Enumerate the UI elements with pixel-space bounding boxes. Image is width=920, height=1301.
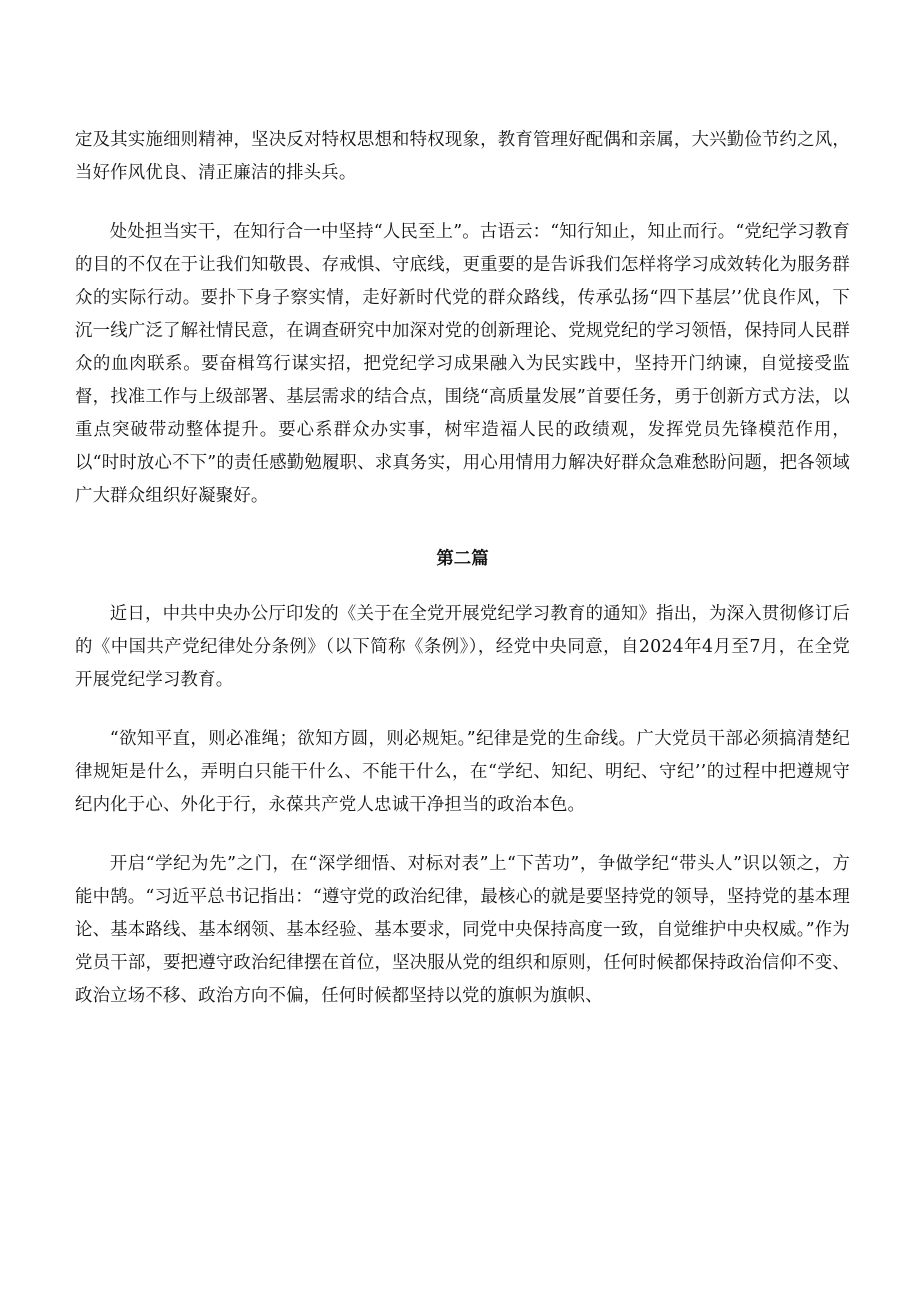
paragraph-5: 开启“学纪为先”之门，在“深学细悟、对标对表”上“下苦功”，争做学纪“带头人”识以领之，方能中鹄。“习近平总书记指出：“遵守党的政治纪律，最核心的就是要坚持党的领导，坚持党的基本理论、基本路线、基本纲领、基本经验、基本要求，同党中央保持高度一致，自觉维护中央权威。”作为党员干部，要把遵守政治纪律摆在首位，坚决服从党的组织和原则，任何时候都保持政治信仰不变、政治立场不移、政治方向不偏，任何时候都坚持以党的旗帜为旗帜、 bbox=[75, 854, 850, 1006]
paragraph-1: 定及其实施细则精神，坚决反对特权思想和特权现象，教育管理好配偶和亲属，大兴勤俭节约之风，当好作风优良、清正廉洁的排头兵。 bbox=[75, 130, 850, 183]
paragraph-2: 处处担当实干，在知行合一中坚持“人民至上”。古语云：“知行知止，知止而行。“党纪学习教育的目的不仅在于让我们知敬畏、存戒惧、守底线，更重要的是告诉我们怎样将学习成效转化为服务群众的实际行动。要扑下身子察实情，走好新时代党的群众路线，传承弘扬“四下基层’’优良作风，下沉一线广泛了解社情民意，在调查研究中加深对党的创新理论、党规党纪的学习领悟，保持同人民群众的血肉联系。要奋楫笃行谋实招，把党纪学习成果融入为民实践中，坚持开门纳谏，自觉接受监督，找准工作与上级部署、基层需求的结合点，围绕“高质量发展”首要任务，勇于创新方式方法，以重点突破带动整体提升。要心系群众办实事，树牢造福人民的政绩观，发挥党员先锋模范作用，以“时时放心不下”的责任感勤勉履职、求真务实，用心用情用力解决好群众急难愁盼问题，把各领域广大群众组织好凝聚好。 bbox=[75, 222, 850, 506]
paragraph-3: 近日，中共中央办公厅印发的《关于在全党开展党纪学习教育的通知》指出，为深入贯彻修订后的《中国共产党纪律处分条例》（以下简称《条例》），经党中央同意，自2024年4月至7月，在全党开展党纪学习教育。 bbox=[75, 604, 850, 690]
section-heading: 第二篇 bbox=[436, 549, 489, 569]
paragraph-4: “欲知平直，则必准绳；欲知方圆，则必规矩。”纪律是党的生命线。广大党员干部必须搞清楚纪律规矩是什么，弄明白只能干什么、不能干什么，在“学纪、知纪、明纪、守纪’’的过程中把遵规守纪内化于心、外化于行，永葆共产党人忠诚干净担当的政治本色。 bbox=[75, 729, 850, 815]
